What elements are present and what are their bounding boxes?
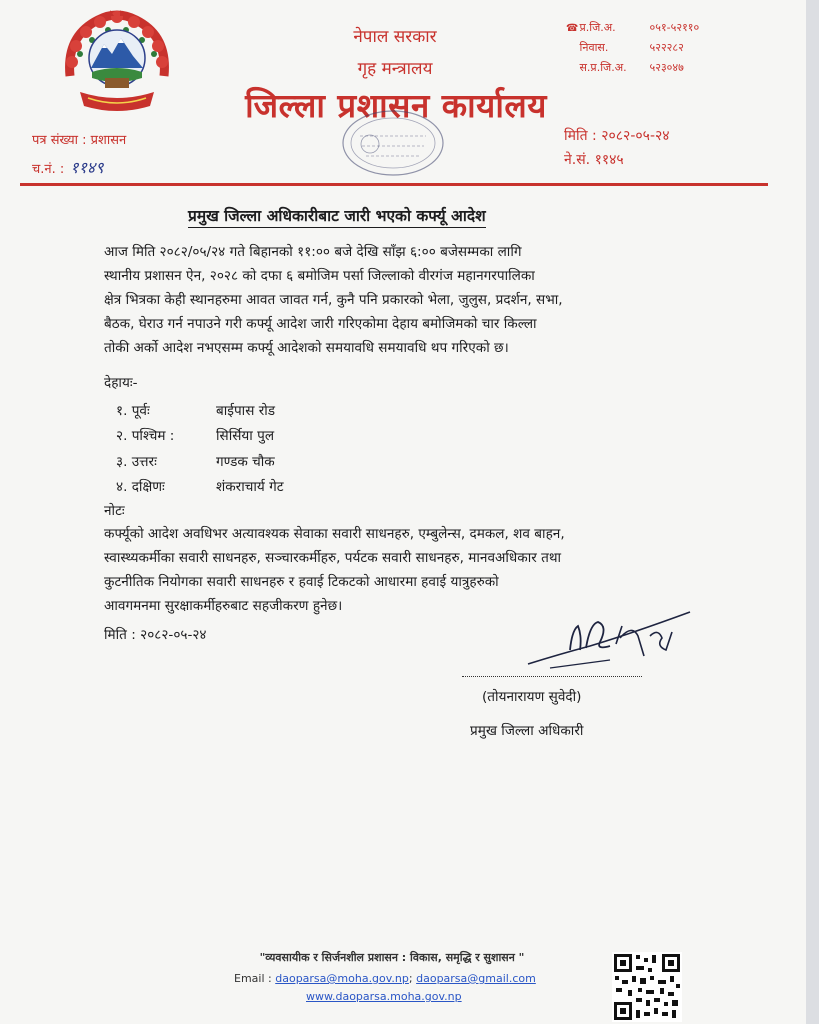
office-name: जिल्ला प्रशासन कार्यालय: [245, 86, 547, 125]
signatory-name: (तोयनारायण सुवेदी): [482, 689, 582, 705]
note-line: आवगमनमा सुरक्षाकर्मीहरुबाट सहजीकरण हुनेछ।: [104, 598, 343, 614]
body-line: स्थानीय प्रशासन ऐन, २०२८ को दफा ६ बमोजिम पर्सा जिल्लाको वीरगंज महानगरपालिका: [104, 268, 535, 284]
body-line: क्षेत्र भित्रका केही स्थानहरुमा आवत जावत गर्न, कुनै पनि प्रकारको भेला, जुलुस, प्रदर्शन, सभा,: [104, 292, 563, 308]
note-line: कर्फ्यूको आदेश अवधिभर अत्यावश्यक सेवाका सवारी साधनहरु, एम्बुलेन्स, दमकल, शव बाहन,: [104, 526, 565, 542]
body-line: तोकी अर्को आदेश नभएसम्म कर्फ्यू आदेशको समयावधि समयावधि थप गरिएको छ।: [104, 340, 509, 356]
email-link-gmail[interactable]: daoparsa@gmail.com: [416, 972, 536, 985]
note-line: कुटनीतिक नियोगका सवारी साधनहरु र हवाई टिकटको आधारमा हवाई यात्रुहरुको: [104, 574, 499, 590]
phone-icon: ☎: [566, 23, 579, 34]
footer-email: Email : daoparsa@moha.gov.np; daoparsa@gmail.com: [234, 972, 536, 985]
email-link-moha[interactable]: daoparsa@moha.gov.np: [275, 972, 409, 985]
notice-title: प्रमुख जिल्ला अधिकारीबाट जारी भएको कर्फ्यू आदेश: [188, 204, 486, 228]
direction-west: २. पश्चिम : सिर्सिया पुल: [116, 428, 275, 444]
phone-row: स.प्र.जि.अ. ५२३०४७: [579, 61, 684, 74]
phone-row: निवास. ५२२२८२: [579, 41, 684, 54]
footer-motto: "व्यवसायीक र सिर्जनशील प्रशासन : विकास, समृद्धि र सुशासन ": [259, 951, 525, 964]
body-line: बैठक, घेराउ गर्न नपाउने गरी कर्फ्यू आदेश जारी गरिएकोमा देहाय बमोजिमको चार किल्ला: [104, 316, 537, 332]
signature: [520, 606, 700, 676]
office-stamp: [340, 108, 446, 178]
government-name: नेपाल सरकार: [353, 27, 437, 47]
body-line: आज मिति २०८२/०५/२४ गते बिहानको ११:०० बजे देखि साँझ ६:०० बजेसम्मका लागि: [104, 244, 522, 260]
note-label: नोटः: [104, 503, 125, 519]
note-body: [104, 522, 716, 618]
dispatch-number-value: ११४९: [70, 158, 104, 177]
website-link[interactable]: www.daoparsa.moha.gov.np: [306, 990, 462, 1003]
direction-south: ४. दक्षिणः शंकराचार्य गेट: [116, 479, 284, 495]
notice-body: [104, 240, 716, 360]
header-divider: [20, 183, 768, 186]
letter-date: मिति : २०८२-०५-२४: [564, 128, 670, 144]
letter-number: पत्र संख्या : प्रशासन: [32, 133, 127, 148]
ministry-name: गृह मन्त्रालय: [357, 59, 433, 79]
signature-line: [462, 676, 642, 677]
dispatch-number: च.नं. : ११४९: [32, 158, 104, 177]
qr-code-icon: [612, 952, 682, 1022]
direction-north: ३. उत्तरः गण्डक चौक: [116, 454, 275, 470]
dehaay-label: देहायः-: [104, 375, 138, 391]
nepal-emblem-icon: [58, 6, 176, 118]
direction-east: १. पूर्वः बाईपास रोड: [116, 403, 276, 419]
background-margin: [806, 0, 819, 1024]
phone-row: ☎ प्र.जि.अ. ०५१-५२११०: [566, 21, 700, 34]
nepal-sambat: ने.सं. ११४५: [564, 152, 624, 168]
note-line: स्वास्थ्यकर्मीका सवारी साधनहरु, सञ्चारकर्मीहरु, पर्यटक सवारी साधनहरु, मानवअधिकार तथा: [104, 550, 562, 566]
bottom-date: मिति : २०८२-०५-२४: [104, 627, 207, 643]
signatory-designation: प्रमुख जिल्ला अधिकारी: [470, 723, 584, 739]
